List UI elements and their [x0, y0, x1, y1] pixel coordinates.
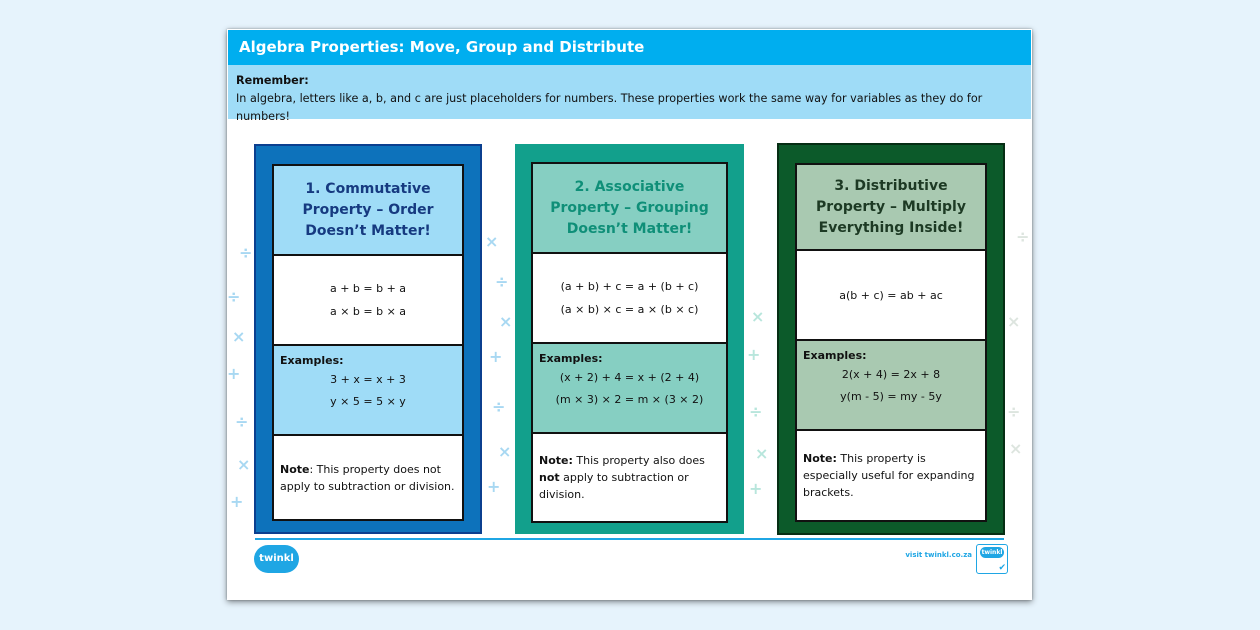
card-heading: 3. Distributive Property – Multiply Everything Inside! — [797, 165, 985, 251]
times-symbol-icon: × — [1007, 312, 1021, 331]
card-examples — [797, 341, 985, 431]
plus-symbol-icon: + — [489, 347, 503, 366]
commutative-property-card — [254, 144, 482, 534]
times-symbol-icon: × — [1009, 439, 1023, 458]
card-formulas — [274, 256, 462, 346]
divide-symbol-icon: ÷ — [227, 287, 241, 306]
divide-symbol-icon: ÷ — [1016, 227, 1030, 246]
remember-banner — [228, 65, 1031, 123]
plus-symbol-icon: + — [230, 492, 244, 511]
divide-symbol-icon: ÷ — [749, 402, 763, 421]
formula: a × b = b × a — [329, 305, 407, 318]
note-text: This property is especially useful for expanding brackets. — [803, 452, 975, 499]
twinkl-logo[interactable]: twinkl — [254, 545, 299, 573]
page-title: Algebra Properties: Move, Group and Distribute — [228, 30, 1031, 65]
plus-symbol-icon: + — [227, 364, 241, 383]
example: y × 5 = 5 × y — [330, 395, 406, 408]
checkmark-icon: ✔ — [998, 563, 1006, 573]
formula: a(b + c) = ab + ac — [839, 288, 943, 302]
formula: (a + b) + c = a + (b + c) — [560, 280, 699, 293]
quality-badge-icon — [976, 544, 1008, 574]
card-note — [533, 434, 726, 521]
card-heading: 2. Associative Property – Grouping Doesn’t Matter! — [533, 164, 726, 254]
times-symbol-icon: × — [751, 307, 765, 326]
card-heading: 1. Commutative Property – Order Doesn’t Matter! — [274, 166, 462, 256]
remember-label: Remember: — [236, 74, 309, 87]
formula: (a × b) × c = a × (b × c) — [560, 303, 699, 316]
card-examples — [533, 344, 726, 434]
card-note — [797, 431, 985, 520]
divide-symbol-icon: ÷ — [1007, 402, 1021, 421]
note-text: This property also does — [572, 454, 705, 467]
divide-symbol-icon: ÷ — [495, 272, 509, 291]
times-symbol-icon: × — [485, 232, 499, 251]
times-symbol-icon: × — [499, 312, 513, 331]
times-symbol-icon: × — [498, 442, 512, 461]
divide-symbol-icon: ÷ — [235, 412, 249, 431]
example: (m × 3) × 2 = m × (3 × 2) — [555, 393, 704, 406]
card-formulas — [797, 251, 985, 341]
examples-label: Examples: — [539, 352, 603, 365]
note-emphasis: not — [539, 471, 560, 484]
note-text: apply to subtraction or division. — [539, 471, 689, 501]
times-symbol-icon: × — [232, 327, 246, 346]
card-note — [274, 436, 462, 519]
note-label: Note — [280, 462, 310, 476]
footer-divider — [255, 538, 1004, 540]
example: y(m - 5) = my - 5y — [840, 390, 942, 403]
examples-label: Examples: — [280, 354, 344, 367]
plus-symbol-icon: + — [747, 345, 761, 364]
examples-label: Examples: — [803, 349, 867, 362]
worksheet-page — [227, 29, 1032, 600]
card-formulas — [533, 254, 726, 344]
note-label: Note: — [803, 452, 837, 465]
visit-link[interactable]: visit twinkl.co.za — [905, 551, 972, 559]
plus-symbol-icon: + — [487, 477, 501, 496]
times-symbol-icon: × — [755, 444, 769, 463]
example: 3 + x = x + 3 — [330, 373, 406, 386]
badge-logo: twinkl — [981, 549, 1003, 556]
formula: a + b = b + a — [329, 282, 407, 295]
divide-symbol-icon: ÷ — [492, 397, 506, 416]
divide-symbol-icon: ÷ — [239, 243, 253, 262]
note-label: Note: — [539, 454, 573, 467]
example: 2(x + 4) = 2x + 8 — [841, 368, 941, 381]
example: (x + 2) + 4 = x + (2 + 4) — [559, 371, 700, 384]
associative-property-card — [515, 144, 744, 534]
note-text: : This property does not apply to subtraction or division. — [280, 462, 455, 493]
remember-text: In algebra, letters like a, b, and c are just placeholders for numbers. These properties work the same way for variables as they do for numbers! — [236, 92, 983, 123]
plus-symbol-icon: + — [749, 479, 763, 498]
card-examples — [274, 346, 462, 436]
distributive-property-card — [777, 143, 1005, 535]
times-symbol-icon: × — [237, 455, 251, 474]
